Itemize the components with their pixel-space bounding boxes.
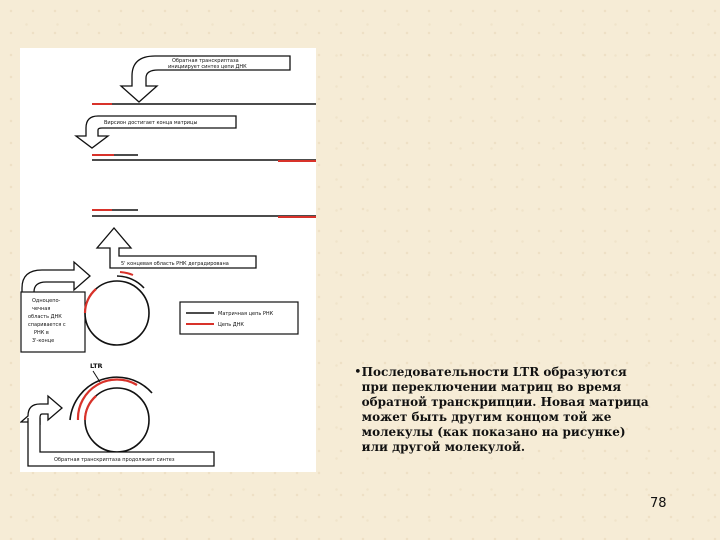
bullet-marker: •: [354, 365, 362, 380]
side-label-line2: чечная: [32, 306, 51, 312]
diagram-svg: [20, 48, 316, 472]
legend-rna-label: Матричная цепь РНК: [218, 311, 274, 317]
legend-box: [180, 302, 298, 334]
legend-dna-label: Цепь ДНК: [218, 322, 244, 328]
circle-rna-arc-1: [85, 289, 96, 313]
bullet-item: [354, 365, 654, 455]
reverse-transcription-diagram: [20, 48, 316, 472]
step3-label: 5' концевая область РНК деградирована: [121, 261, 229, 267]
bottom-arrow: [21, 396, 214, 466]
side-label-line5: РНК в: [34, 330, 49, 336]
circle-rna-arc-2b: [78, 379, 137, 420]
side-label-line1: Одноцепо-: [32, 298, 61, 304]
body-text: Последовательности LTR образуются при переключении матриц во время обратной транскрипции. Новая матрица может быть другим концом той же молекулы (как показано на рисунке) или другой молекулой.: [361, 365, 649, 454]
circle-rna-arc-1b: [120, 272, 133, 275]
page-number: 78: [650, 496, 667, 511]
side-label-line6: 3'-конце: [32, 338, 55, 344]
side-label-line3: область ДНК: [28, 314, 62, 320]
circle-rna-arc-2a: [85, 396, 96, 420]
bottom-label: Обратная транскриптаза продолжает синтез: [54, 457, 175, 463]
side-label-line4: спаривается с: [28, 322, 66, 328]
step2-label: Вирсион достигает конца матрицы: [104, 120, 198, 126]
step1-label-line1: Обратная транскриптаза: [172, 58, 239, 64]
step1-label-line2: инициирует синтез цепи ДНК: [168, 64, 247, 70]
ltr-label: LTR: [90, 362, 103, 370]
